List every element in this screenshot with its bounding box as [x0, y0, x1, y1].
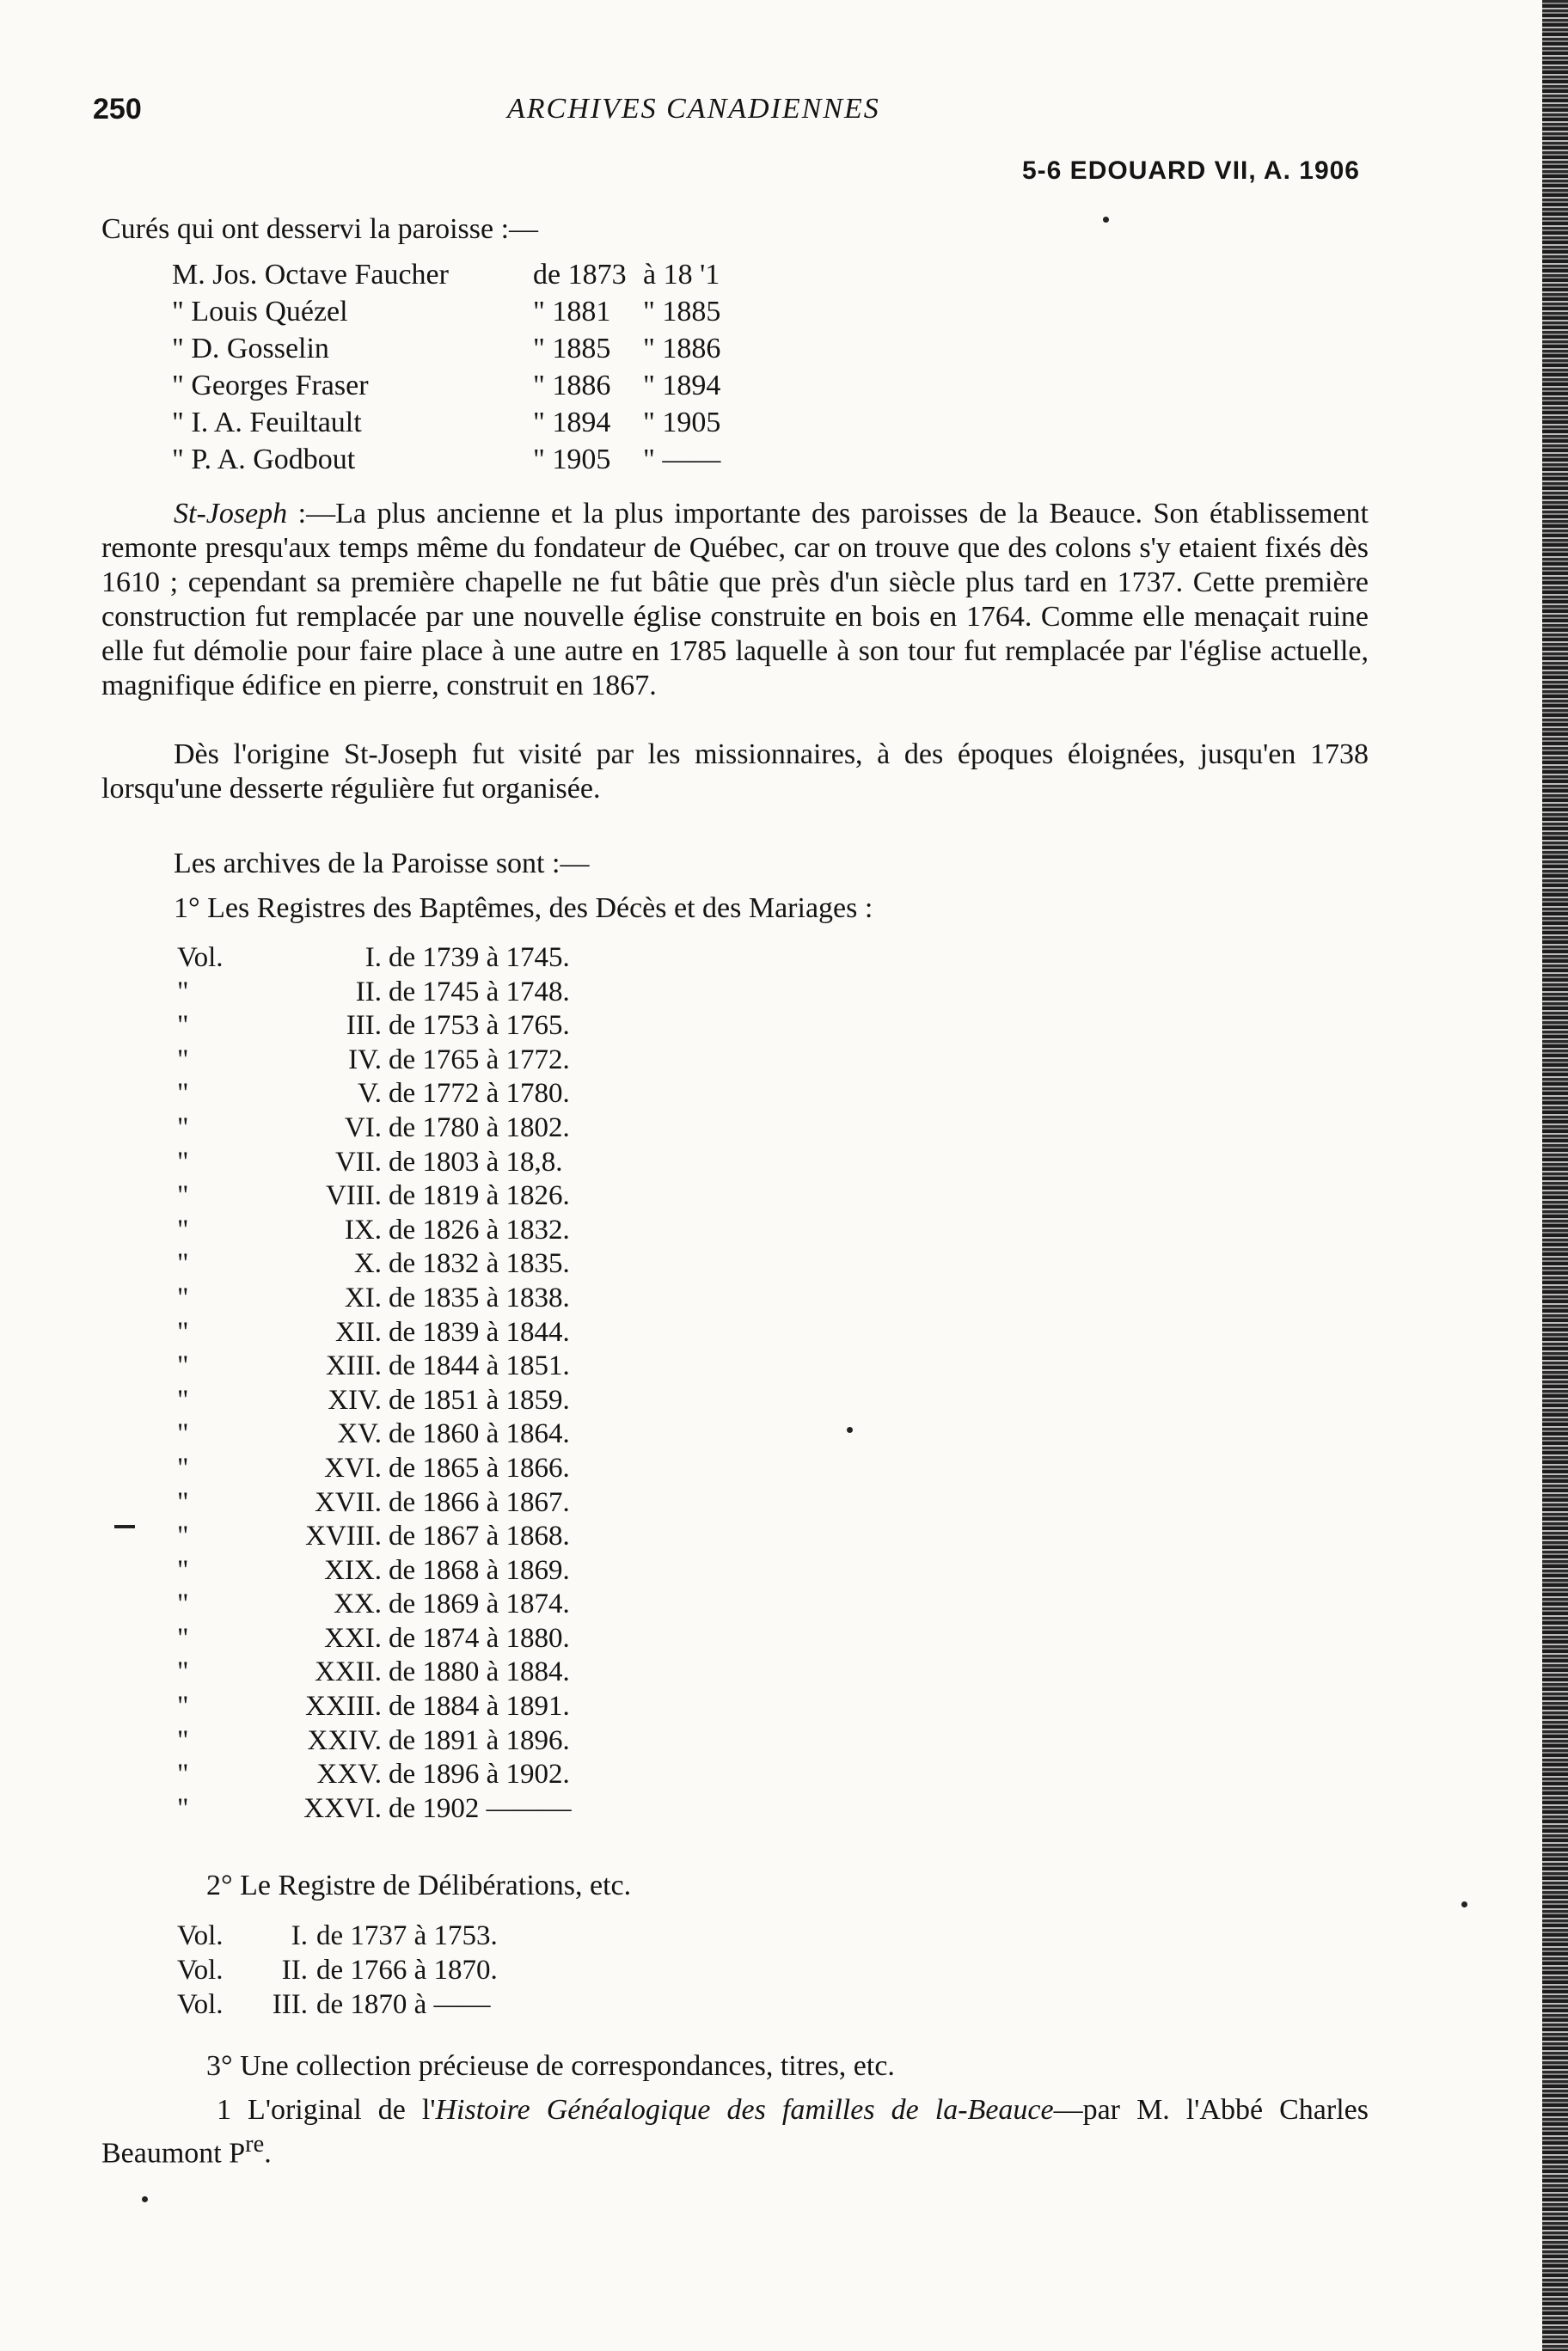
- volume-range: de 1884 à 1891.: [389, 1691, 570, 1723]
- volume-label: ": [177, 1452, 189, 1484]
- volume-row: [177, 1724, 572, 1759]
- cure-to: " 1894: [643, 370, 721, 401]
- volume-label: ": [177, 976, 189, 1007]
- volume-number: XXV.: [316, 1759, 382, 1791]
- volume-range: de 1870 à ——: [316, 1989, 491, 2020]
- volume-number: XX.: [334, 1589, 382, 1620]
- volume-label: ": [177, 1316, 189, 1348]
- volume-row: [177, 941, 572, 976]
- volume-row: [177, 1520, 572, 1554]
- speck-mark: [1461, 1901, 1467, 1907]
- volume-row: [177, 1452, 572, 1486]
- volume-range: de 1819 à 1826.: [389, 1180, 570, 1212]
- volumes-list: [177, 941, 572, 1826]
- deliberations-list: [177, 1919, 498, 2022]
- volume-number: VI.: [344, 1111, 382, 1143]
- deliberation-row: [177, 1953, 498, 1987]
- volume-row: [177, 1486, 572, 1521]
- volume-range: de 1902 ———: [389, 1792, 572, 1824]
- volume-number: XVI.: [324, 1452, 382, 1484]
- volume-label: ": [177, 1418, 189, 1450]
- paragraph-lead: St-Joseph: [174, 498, 288, 530]
- scanned-page-edge: [1542, 0, 1568, 2351]
- volume-row: [177, 1758, 572, 1792]
- volume-label: ": [177, 1248, 189, 1280]
- volume-range: de 1803 à 18,8.: [389, 1146, 563, 1178]
- volume-range: de 1739 à 1745.: [389, 942, 570, 973]
- volume-number: XV.: [337, 1418, 382, 1450]
- volume-number: I.: [291, 1920, 308, 1951]
- volume-range: de 1869 à 1874.: [389, 1589, 570, 1620]
- cure-name: " Louis Quézel: [172, 296, 348, 328]
- volume-range: de 1826 à 1832.: [389, 1214, 570, 1246]
- paragraph-text: :—La plus ancienne et la plus importante des paroisses de la Beauce. Son établissement remonte presqu'aux temps même du fondateur de Québec, car on trouve que des colons s'y etaient fixés dès 1610 ; cependant sa première chapelle ne fut bâtie que près d'un siècle plus tard en 1737. Cette première construction fut remplacée par une nouvelle église construite en bois en 1764. Comme elle menaçait ruine elle fut démolie pour faire place à une autre en 1785 laquelle à son tour fut remplacée par l'église actuelle, magnifique édifice en pierre, construit en 1867.: [101, 498, 1369, 701]
- volume-label: ": [177, 1214, 189, 1246]
- cure-from: " 1894: [533, 407, 611, 438]
- volume-number: VII.: [334, 1146, 382, 1178]
- paragraph-st-joseph: [101, 497, 1369, 703]
- volume-number: XXII.: [315, 1656, 382, 1688]
- volume-number: II.: [281, 1955, 308, 1986]
- volume-number: XIII.: [325, 1350, 382, 1382]
- deliberation-row: [177, 1919, 498, 1953]
- volume-label: ": [177, 1146, 189, 1178]
- paragraph-missions: Dès l'origine St-Joseph fut visité par les missionnaires, à des époques éloignées, jusqu'en 1738 lorsqu'une desserte régulière fut organisée.: [101, 738, 1369, 805]
- cure-row: [172, 293, 781, 330]
- correspondence-item: 3° Une collection précieuse de correspondances, titres, etc.: [206, 2050, 895, 2082]
- running-title: ARCHIVES CANADIENNES: [507, 93, 880, 125]
- volume-range: de 1867 à 1868.: [389, 1521, 570, 1552]
- volume-range: de 1737 à 1753.: [316, 1920, 498, 1951]
- volume-number: XXVI.: [303, 1792, 382, 1824]
- speck-mark: [1103, 217, 1109, 223]
- volume-row: [177, 1179, 572, 1214]
- volume-range: de 1835 à 1838.: [389, 1282, 570, 1313]
- deliberation-row: [177, 1987, 498, 2022]
- volume-row: [177, 1656, 572, 1690]
- volume-label: ": [177, 1759, 189, 1791]
- cure-row: [172, 404, 781, 441]
- volume-label: ": [177, 1521, 189, 1552]
- volume-row: [177, 1146, 572, 1180]
- volume-label: ": [177, 1691, 189, 1723]
- volume-label: ": [177, 1078, 189, 1110]
- cure-to: " 1886: [643, 333, 721, 364]
- volume-number: XVIII.: [305, 1521, 382, 1552]
- volume-label: Vol.: [177, 1989, 224, 2020]
- volume-range: de 1896 à 1902.: [389, 1759, 570, 1791]
- volume-range: de 1765 à 1772.: [389, 1044, 570, 1075]
- volume-range: de 1860 à 1864.: [389, 1418, 570, 1450]
- volume-label: Vol.: [177, 1955, 224, 1986]
- volume-label: ": [177, 1384, 189, 1416]
- volume-row: [177, 1009, 572, 1044]
- speck-mark: [847, 1427, 853, 1433]
- volume-row: [177, 1384, 572, 1418]
- volume-row: [177, 1622, 572, 1656]
- volume-number: V.: [358, 1078, 382, 1110]
- volume-row: [177, 1588, 572, 1622]
- volume-range: de 1753 à 1765.: [389, 1010, 570, 1042]
- cure-name: " I. A. Feuiltault: [172, 407, 362, 438]
- volume-row: [177, 1044, 572, 1078]
- volume-number: III.: [346, 1010, 382, 1042]
- volume-range: de 1868 à 1869.: [389, 1554, 570, 1586]
- cure-from: " 1905: [533, 444, 611, 475]
- volume-row: [177, 1247, 572, 1282]
- volume-range: de 1865 à 1866.: [389, 1452, 570, 1484]
- volume-row: [177, 1554, 572, 1589]
- cure-row: [172, 330, 781, 367]
- volume-range: de 1880 à 1884.: [389, 1656, 570, 1688]
- volume-row: [177, 1282, 572, 1316]
- volume-number: IX.: [344, 1214, 382, 1246]
- volume-range: de 1874 à 1880.: [389, 1622, 570, 1654]
- footnote-suffix: —par M. l'Abbé Charles Beaumont P: [101, 2094, 1369, 2170]
- archives-heading: Les archives de la Paroisse sont :—: [174, 848, 590, 879]
- volume-row: [177, 1316, 572, 1350]
- volume-row: [177, 976, 572, 1010]
- volume-range: de 1745 à 1748.: [389, 976, 570, 1007]
- volume-row: [177, 1417, 572, 1452]
- volume-label: ": [177, 1111, 189, 1143]
- volume-range: de 1766 à 1870.: [316, 1955, 498, 1986]
- volume-number: XII.: [334, 1316, 382, 1348]
- cures-table: [172, 256, 781, 478]
- volume-number: IV.: [348, 1044, 382, 1075]
- volume-row: [177, 1111, 572, 1146]
- volume-label: ": [177, 1554, 189, 1586]
- cure-from: " 1885: [533, 333, 611, 364]
- cure-name: " Georges Fraser: [172, 370, 369, 401]
- volume-number: VIII.: [325, 1180, 382, 1212]
- volume-range: de 1891 à 1896.: [389, 1724, 570, 1756]
- cure-from: " 1881: [533, 296, 611, 328]
- margin-dash: [114, 1525, 135, 1528]
- cure-name: M. Jos. Octave Faucher: [172, 259, 449, 291]
- volume-number: X.: [353, 1248, 382, 1280]
- volume-number: XI.: [344, 1282, 382, 1313]
- footnote-title: Histoire Généalogique des familles de la-Beauce: [435, 2094, 1054, 2126]
- volume-row: [177, 1214, 572, 1248]
- volume-label: ": [177, 1622, 189, 1654]
- cure-to: " 1885: [643, 296, 721, 328]
- deliberations-heading: 2° Le Registre de Délibérations, etc.: [206, 1870, 632, 1901]
- registers-heading: 1° Les Registres des Baptêmes, des Décès et des Mariages :: [174, 892, 873, 924]
- volume-number: I.: [364, 942, 382, 973]
- page-number: 250: [93, 93, 142, 126]
- cures-heading: Curés qui ont desservi la paroisse :—: [101, 213, 539, 245]
- volume-label: ": [177, 1350, 189, 1382]
- footnote-prefix: 1 L'original de l': [217, 2094, 436, 2126]
- volume-number: XIX.: [324, 1554, 382, 1586]
- volume-row: [177, 1792, 572, 1827]
- cure-to: " ——: [643, 444, 721, 475]
- volume-number: II.: [355, 976, 382, 1007]
- volume-range: de 1866 à 1867.: [389, 1486, 570, 1518]
- cure-to: à 18 '1: [643, 259, 720, 291]
- volume-number: XXIV.: [307, 1724, 382, 1756]
- cure-to: " 1905: [643, 407, 721, 438]
- footnote: 1 L'original de l'Histoire Généalogique des familles de la-Beauce—par M. l'Abbé Charles Beaumont $P^{re}$.: [101, 2094, 1369, 2170]
- volume-label: Vol.: [177, 942, 224, 973]
- volume-number: XVII.: [315, 1486, 382, 1518]
- volume-number: III.: [272, 1989, 308, 2020]
- volume-range: de 1839 à 1844.: [389, 1316, 570, 1348]
- speck-mark: [142, 2196, 148, 2202]
- volume-label: ": [177, 1589, 189, 1620]
- cure-name: " D. Gosselin: [172, 333, 329, 364]
- volume-number: XXIII.: [305, 1691, 382, 1723]
- cure-from: " 1886: [533, 370, 611, 401]
- volume-label: ": [177, 1792, 189, 1824]
- volume-row: [177, 1077, 572, 1111]
- volume-label: Vol.: [177, 1920, 224, 1951]
- volume-row: [177, 1690, 572, 1724]
- cure-name: " P. A. Godbout: [172, 444, 356, 475]
- volume-label: ": [177, 1010, 189, 1042]
- volume-number: XXI.: [324, 1622, 382, 1654]
- volume-range: de 1832 à 1835.: [389, 1248, 570, 1280]
- session-label: 5-6 EDOUARD VII, A. 1906: [1021, 156, 1360, 185]
- volume-label: ": [177, 1486, 189, 1518]
- volume-label: ": [177, 1180, 189, 1212]
- volume-range: de 1772 à 1780.: [389, 1078, 570, 1110]
- volume-label: ": [177, 1282, 189, 1313]
- volume-range: de 1844 à 1851.: [389, 1350, 570, 1382]
- cure-row: [172, 367, 781, 404]
- cure-from: de 1873: [533, 259, 627, 291]
- cure-row: [172, 256, 781, 293]
- volume-range: de 1851 à 1859.: [389, 1384, 570, 1416]
- volume-row: [177, 1350, 572, 1384]
- volume-number: XIV.: [328, 1384, 382, 1416]
- volume-label: ": [177, 1724, 189, 1756]
- volume-range: de 1780 à 1802.: [389, 1111, 570, 1143]
- cure-row: [172, 441, 781, 478]
- volume-label: ": [177, 1044, 189, 1075]
- volume-label: ": [177, 1656, 189, 1688]
